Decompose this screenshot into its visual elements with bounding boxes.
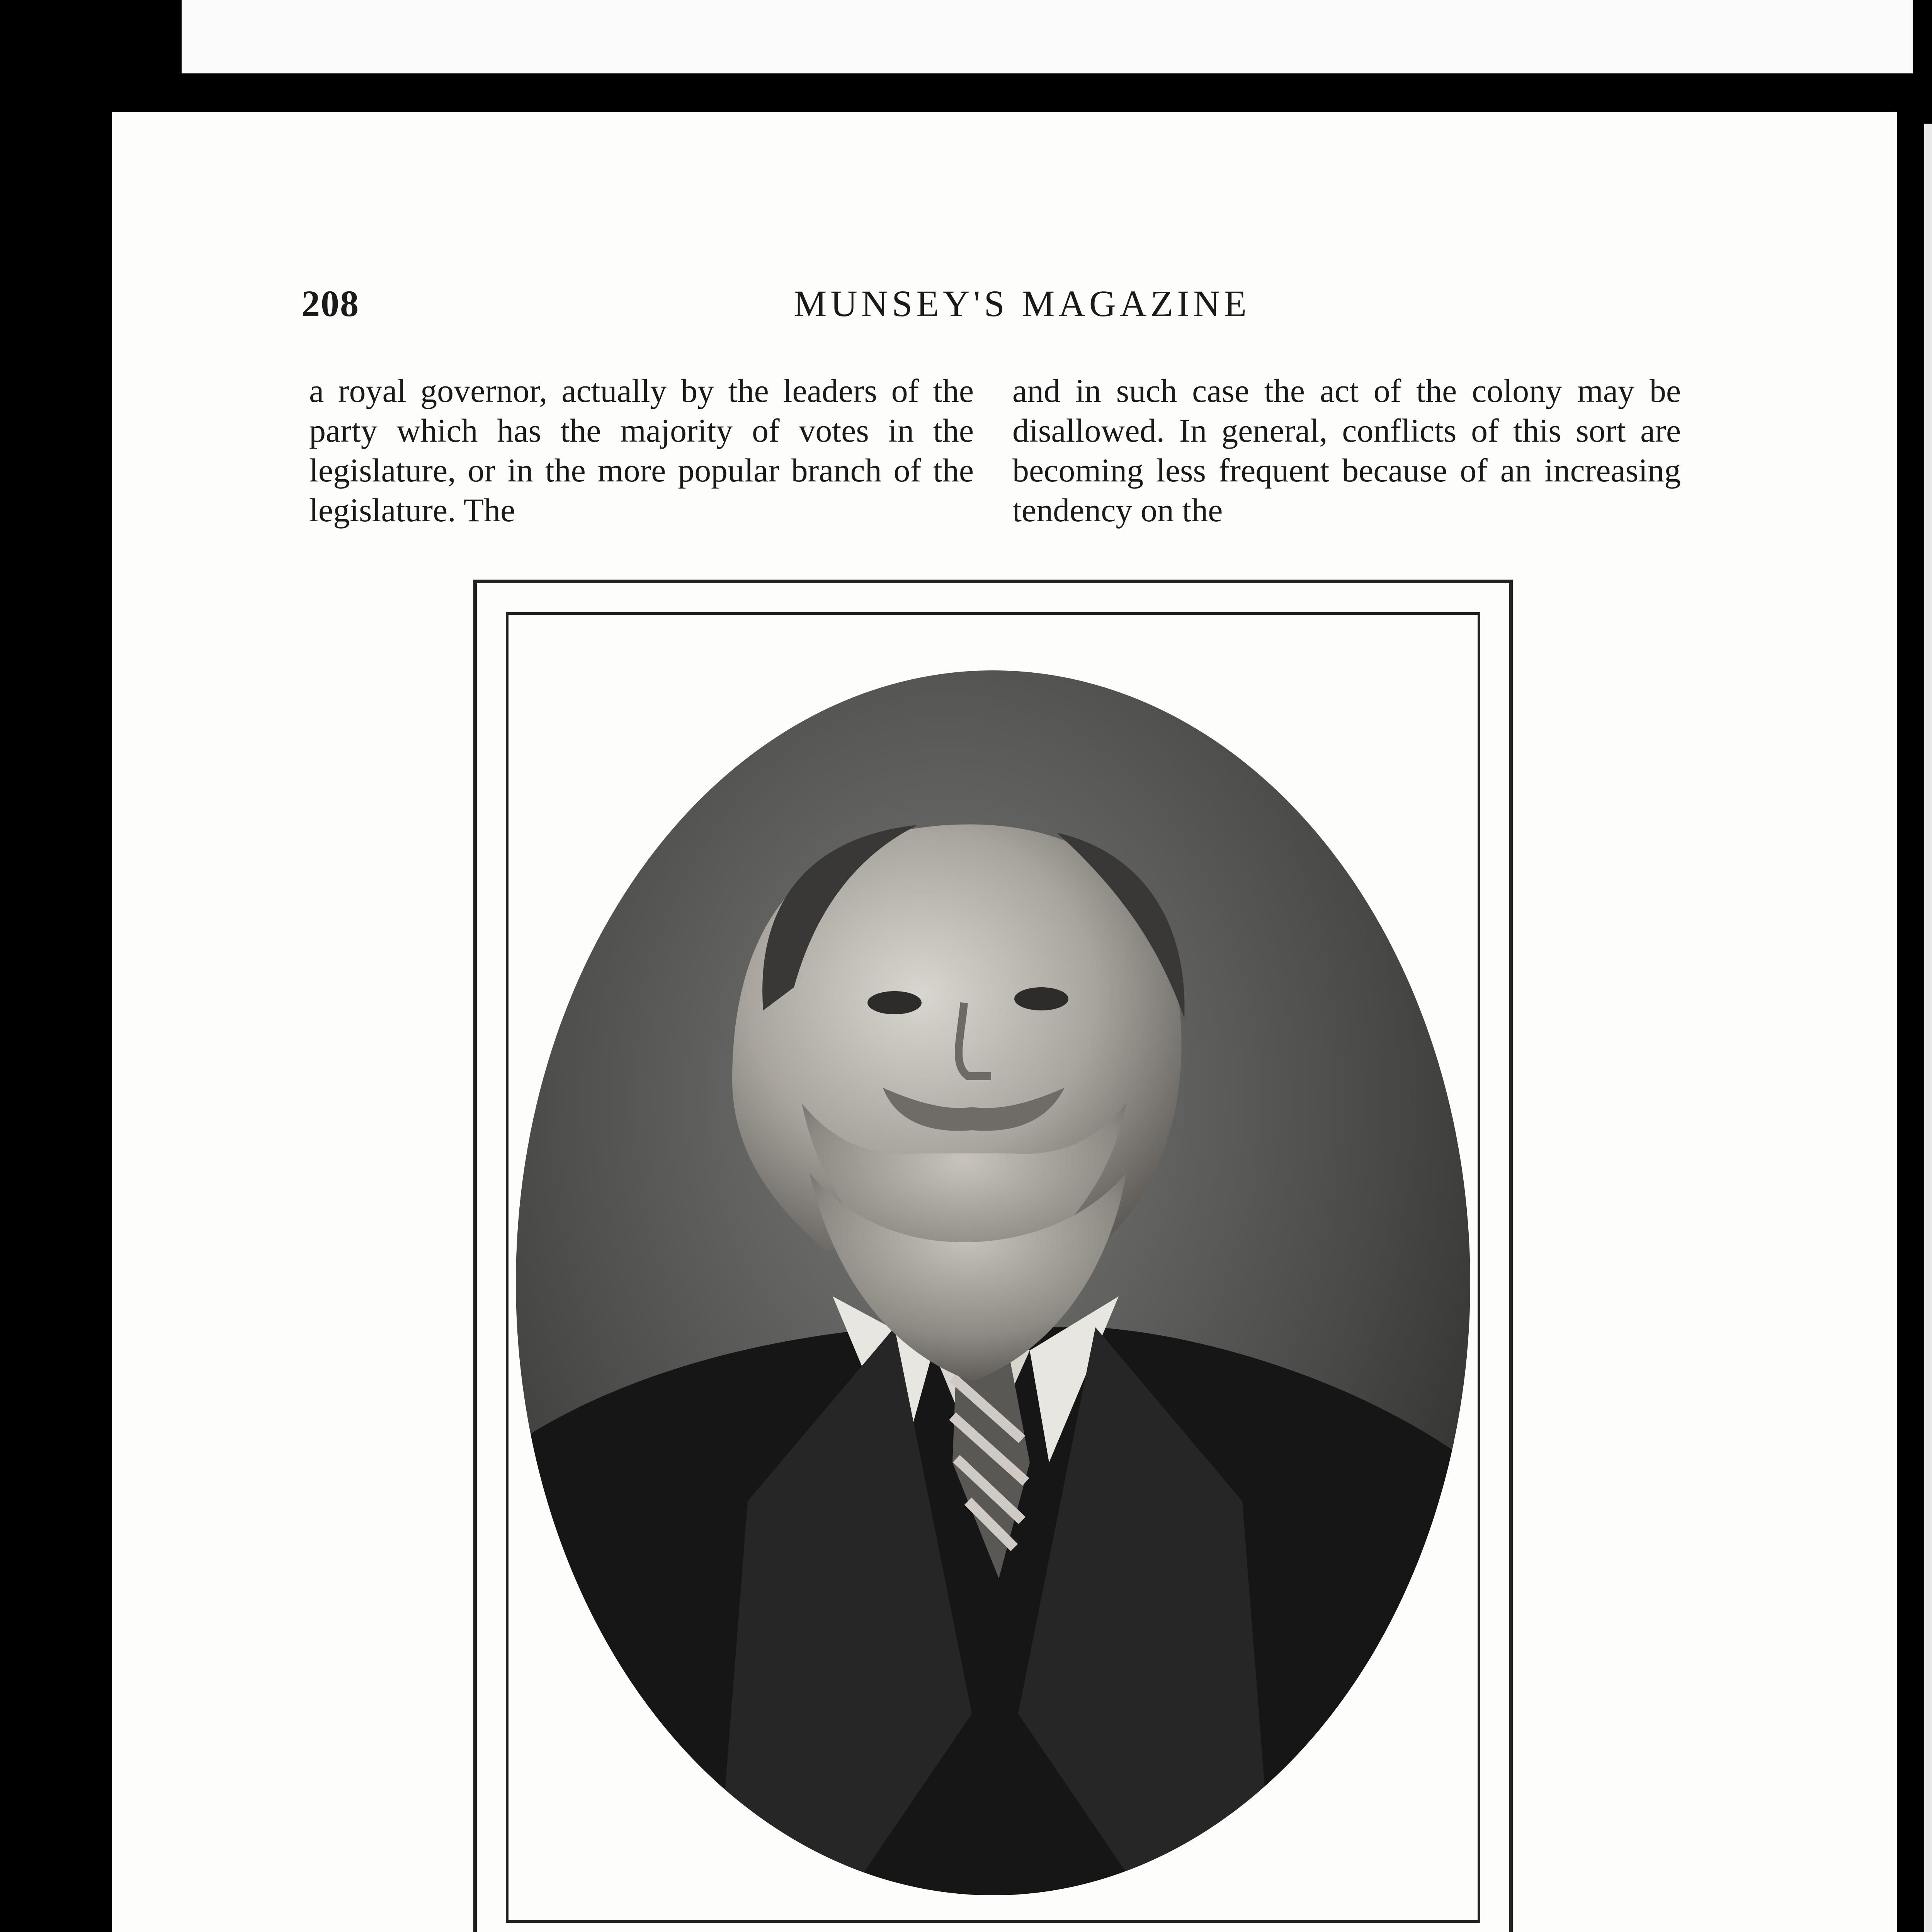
- adjacent-page-edge: [1924, 124, 1932, 1932]
- paragraph: a royal governor, actually by the leaders of the party which has the majority of votes in the legislature, or in the more popular branch of the legislature. The: [309, 372, 974, 529]
- running-head: [301, 282, 1681, 336]
- page-number: 208: [301, 283, 359, 324]
- top-left-column: [309, 371, 974, 530]
- magazine-title: MUNSEY'S MAGAZINE: [794, 283, 1250, 324]
- paragraph: and in such case the act of the colony may be disallowed. In general, conflicts of this sort are becoming less frequent because of an increasing tendency on the: [1012, 372, 1681, 529]
- adjacent-page-top: [182, 0, 1913, 73]
- top-right-column: [1012, 371, 1681, 530]
- portrait-photograph: [516, 670, 1470, 1895]
